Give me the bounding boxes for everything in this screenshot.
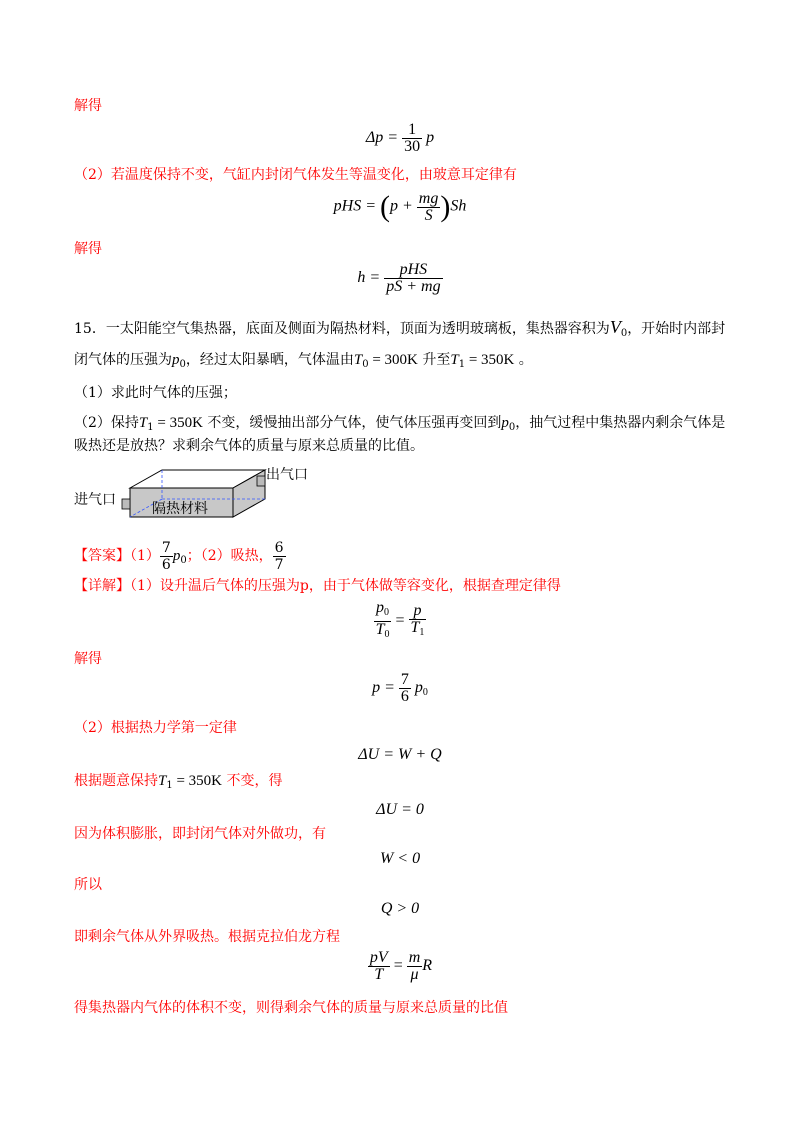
equation-delta-p: Δp = $\frac{1}{30}$ p bbox=[365, 121, 435, 155]
equation-w-negative: W < 0 bbox=[379, 850, 421, 867]
equation-h: h = $\frac{\text{pHS}}{pS + mg}$ bbox=[357, 261, 441, 295]
equation-first-law: ΔU = W + Q bbox=[358, 746, 442, 763]
equation-charles: $\frac{p_0}{T_0}$ = $\frac{p}{T_1}$ bbox=[375, 599, 425, 640]
equation-clapeyron: $\frac{pV}{T}$ = $\frac{m}{\mu}$ R bbox=[369, 949, 433, 983]
equation-delta-u-zero: ΔU = 0 bbox=[376, 801, 424, 818]
text-therefore: 所以 bbox=[74, 877, 102, 893]
text-jiede-2: 解得 bbox=[74, 241, 102, 257]
figure-label-outlet: 出气口 bbox=[266, 467, 308, 483]
figure-label-inlet: 进气口 bbox=[74, 492, 116, 508]
text-first-law: （2）根据热力学第一定律 bbox=[74, 720, 237, 736]
question-15-line1: 15．一太阳能空气集热器，底面及侧面为隔热材料，顶面为透明玻璃板，集热器容积为$V_0$，开始时内部封 bbox=[74, 317, 726, 339]
text-mass-ratio: 得集热器内气体的体积不变，则得剩余气体的质量与原来总质量的比值 bbox=[74, 1000, 508, 1016]
question-15-part2-line2: 吸热还是放热？求剩余气体的质量与原来总质量的比值。 bbox=[74, 438, 424, 454]
equation-boyle: pHS = (p + $\frac{mg}{S}$ )Sh bbox=[333, 189, 467, 224]
text-clapeyron: 即剩余气体从外界吸热。根据克拉伯龙方程 bbox=[74, 929, 340, 945]
question-15-line2: 闭气体的压强为$p_0$，经过太阳暴晒，气体温由$T_0 = 300K$ 升至$T_1 = 350K$ 。 bbox=[74, 352, 533, 370]
detail-line: 【详解】（1）设升温后气体的压强为p，由于气体做等容变化，根据查理定律得 bbox=[74, 578, 561, 594]
text-jiede-3: 解得 bbox=[74, 651, 102, 667]
text-expansion: 因为体积膨胀，即封闭气体对外做功，有 bbox=[74, 826, 326, 842]
equation-q-positive: Q > 0 bbox=[380, 900, 420, 917]
text-keep-T1: 根据题意保持$T_1 = 350K$ 不变，得 bbox=[74, 773, 283, 791]
answer-line: 【答案】（1） $\frac{7}{6}$ $p_0$；（2）吸热， $\frac{6}{7}$ bbox=[74, 539, 284, 573]
figure-label-insulation: 隔热材料 bbox=[152, 501, 208, 517]
question-15-part2-line1: （2）保持$T_1 = 350K$ 不变，缓慢抽出部分气体，使气体压强再变回到$p_0$，抽气过程中集热器内剩余气体是 bbox=[74, 415, 726, 433]
text-part2-isothermal: （2）若温度保持不变，气缸内封闭气体发生等温变化，由玻意耳定律有 bbox=[74, 167, 517, 183]
equation-p-result: p = $\frac{7}{6}$ $p_0$ bbox=[372, 671, 428, 705]
text-jiede-1: 解得 bbox=[74, 98, 102, 114]
question-15-part1: （1）求此时气体的压强； bbox=[74, 385, 237, 401]
